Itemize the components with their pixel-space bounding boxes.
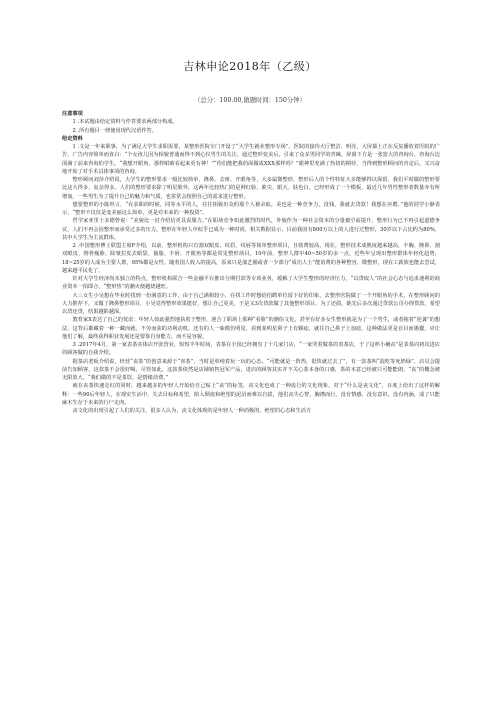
paragraph-12: 丧文化的出现引起了人们的关注，很多人认为，丧文化体现的是年轻人一种消极的、绝望的心态和生活方 [72,408,312,414]
paragraph-1: 1 .文是一年来职事，为了满足大学生求职需要，某整形医院专门开设了“大学生就业整形专场”。医院的接待大厅整洁、明亮，大屏幕上正在反复播放着医院的广告，广告内容简单而直白：“个女孩儿因为相貌普通而得不到心仪男生的关注，通过整形变美后，引来了众多男同学的青睐。屏幕下方是一张宽大的咨询台，咨询台边围满了前来咨询的学生。“我想开眼角，那样眼睛看起来更有神！”“你们能把我的面做成XXX那样吗？”眼神里充满了热切的期待，当得到整形顾问的肯定后，又兴奋地开始了对手术具体事项的咨询。 [62,144,440,175]
paragraph-2: 整形顾问刘莎介绍说，大学生的整形要求一般比较简单，隆鼻、去斑、开眼角等，大多属微整形，整形后人的个性特征大多能够得以保留，我们平时做的整形要比这大得多，复杂得多，人们的整形要求除了明星脸外，这两年比较热门的是网红脸，脸尖、眼大、肤色白，已经形成了一个模板，最近几年男性整形者数量亦有所增加，一些男生为了提升自己的魅力和气质，也常常会按照自己的需求进行整形。 [62,177,440,200]
paragraph-10: 据茶店老板介绍说，经营“丧茶”的创意来源于“喜茶”，当时是单纯着玩一玩的心态，“可能就是一阵热，很快就过去了”，有一款茶叫“混吃等死奶绿”，店员会提前告知顾客，这款茶不会很好喝，尽管如此，这款茶依然是店铺销售冠军产品，进店的顾客其实并不关心茶本身的口感，茶的本意已经被只可能能朗，“丧”的概念被无限放大，“我们做的不是茶饮，是情绪消费。” [62,358,440,381]
notice-heading: 注意事项 [62,111,83,117]
notice-item-2: 2 .所有题目一律使用现代汉语作答。 [72,127,157,134]
document-body [62,110,440,415]
paragraph-5: 2 .中国整形博士联盟主席F介绍，以前，整形机构只有割双眼皮、纹眉、纹唇等简单整形项目，且收费较高，现在，整形技术成熟度越来越高，丰胸、隆鼻、割双眼皮、削骨瘦脸、除皱拉皮去眼袋、抽脂、丰唇、开眼角等都是常见整形项目。10年前，整形人群中40~50岁的多一点，近些年呈现出整形群体年轻化趋势，18~25岁的人成为主要人群，95%都是女性。随着国人收入的提高，原来只是演艺圈或者一少部分“成功人士”能消费的各种整容，微整形，现在工薪族也能去尝试，越来越平民化了。 [62,243,440,274]
paragraph-4: 哲学家亚里士多德曾说：“美貌比一封介绍信更具说服力。”在职场竞争如此激烈的时代，外貌作为一种社会资本的分量被空前提升。整形行为已不再引起道德争议，人们不再会因整形而承受过多的压力。整形在年轻人中似乎已成为一种时尚，相关数据显示，目前我国有800万以上的人进行过整形，30岁以下占比约为80%，其中大学生为主流群体。 [62,218,440,241]
paragraph-3: 想要整形的小陈坦言，“在求职的时候，同等水平的人，往往相貌出众的那个人被录取。美也是一种竞争力，没钱，我就去贷款！我想在应聘。”他的同学小静表示，“整形不仅仅是变美丽这么简单，更是对未来的一种投资”。 [62,201,440,216]
paragraph-7: 大三女生小吴想在毕业时找到一份满意的工作，由于自己满相较小，在找工作时想给招聘单位留下好的印象，去整形医院做了一个开眼角的手术，在整形顾问的大力推荐下，又做了隆鼻整形项目，小吴觉得整形效果挺好，想让自己更美，于是又3次贷款做了其他整形项目，为了还债，她先后多次通过贷款公司办理贷款，希望以贷还贷，结果越陷越深。 [62,292,440,315]
notice-item-1: 1 .本试题由给定资料与作答要求两部分构成。 [72,119,178,126]
paragraph-8: 教育家X表达了自己的忧虑：年轻人如此强烈地执着于整形，迎合了职场上那种“看脸”的潮俗文化，甚至有好多女生整形就是为了一个男生，或者拖着“逆袭”的想法，这背后都藏着一种一藏而就、不劳而获的功利动机。还有的人一味模仿明星，看到某明星鼻子上有颗痣，就往自己鼻子上加痣，这种做法更是盲目而愚蠢，应让他们了解，最终获得职业发展还是要靠自身能力，而不是容貌。 [62,317,440,340]
document-title: 吉林申论2018年（乙级） [183,60,317,73]
paragraph-6: 针对大学生经济尚未独立的特点，整形机构联合一些金融平台推出分期付款等专项业务，缓解了大学生整形的经济压力，“以贷取人”的社会心态与追求速利的商业资本一拍即合，“整形热”的潮火便越烧越旺。 [62,276,440,291]
material-heading: 给定资料 [62,135,83,142]
paragraph-9: 3 .2017年4月，第一家表茶实体店开张营业，短短半年时间，表茶在全国已经拥有了十几家门店，“一家哭着做茶的表茶店，于了这杯小确丧”是表茶向初次进店的顾客做的自我介绍。 [62,342,440,357]
paragraph-11: 就在丧茶快速走红的同时，越来越多的年轻人开始给自己贴上“丧”的标签，丧文化也成了一种流行的文化现象，对于“什么是丧文化”，百度上给出了这样的解释：一些90后年轻人，在现实生活中，失去目标和希望，陷入颓废和绝望的泥沼而难以自拔，他们丧失心智，胸襟而行，没有情感、没有意识、没有内涵，成了只能麻木生存于未来的行尸走肉。 [62,383,440,406]
document-subtitle: （总分：100.00,做题时间：150分钟） [194,97,306,104]
